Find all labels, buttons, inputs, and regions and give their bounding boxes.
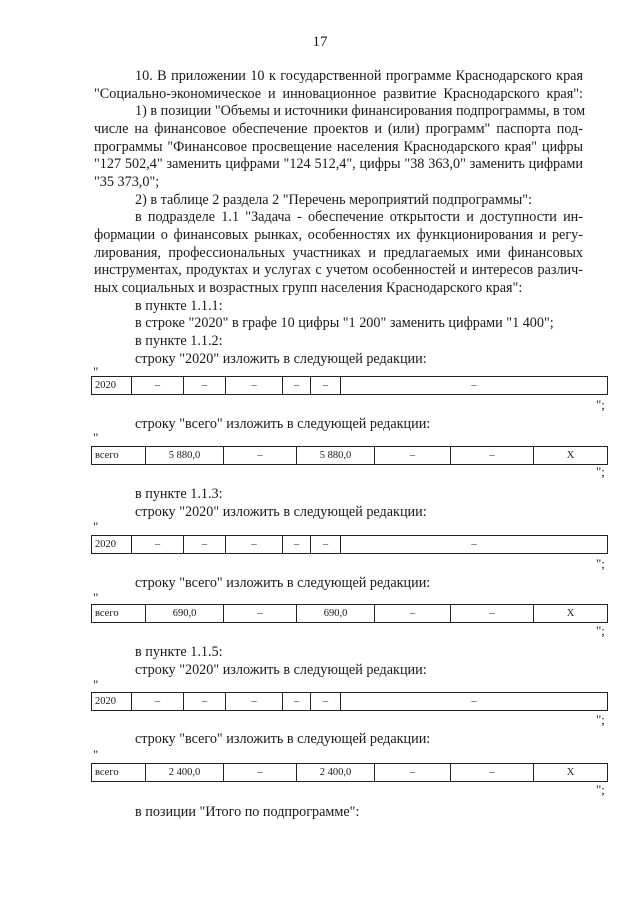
text-line: ных социальных и возрастных групп населения Краснодарского края": — [94, 280, 523, 296]
text-line: строку "всего" изложить в следующей редакции: — [135, 575, 431, 591]
table-row-total — [91, 604, 608, 623]
table-row-total — [91, 446, 608, 465]
close-mark: "; — [596, 623, 605, 638]
table-row — [92, 377, 608, 395]
table-cell: 690,0 — [146, 605, 224, 623]
table-cell: – — [341, 536, 608, 554]
text-line: "127 502,4" заменить цифрами "124 512,4", цифры "38 363,0" заменить цифрами — [94, 156, 583, 172]
table-cell: – — [375, 605, 451, 623]
page-number: 17 — [312, 34, 328, 50]
close-mark: "; — [596, 556, 605, 571]
text-line: строку "всего" изложить в следующей редакции: — [135, 731, 431, 747]
table-cell: X — [534, 605, 608, 623]
table-row — [92, 447, 608, 465]
close-mark: "; — [596, 712, 605, 727]
table-cell: – — [311, 536, 341, 554]
table-cell: X — [534, 764, 608, 782]
table-cell: – — [224, 447, 297, 465]
table-row-2020 — [91, 376, 608, 395]
table-cell: всего — [92, 764, 146, 782]
table-cell: X — [534, 447, 608, 465]
text-line: инструментах, продуктах и услугах с учетом особенностей и интересов различ- — [94, 262, 583, 278]
close-mark: "; — [596, 782, 605, 797]
table-cell: – — [184, 536, 226, 554]
text-line: лирования, профессиональных участниках и предлагаемых ими финансовых — [94, 245, 583, 261]
table-cell: – — [226, 377, 283, 395]
table-row-2020 — [91, 692, 608, 711]
table-cell: – — [283, 693, 311, 711]
table-cell: 2 400,0 — [297, 764, 375, 782]
table-cell: 5 880,0 — [146, 447, 224, 465]
open-quote: " — [93, 364, 99, 379]
text-line: в пункте 1.1.5: — [135, 644, 223, 660]
open-quote: " — [93, 430, 99, 445]
text-line: строку "2020" изложить в следующей редакции: — [135, 504, 427, 520]
table-cell: – — [226, 693, 283, 711]
table-cell: – — [184, 377, 226, 395]
table-row-2020 — [91, 535, 608, 554]
table-cell: – — [224, 605, 297, 623]
table-cell: – — [226, 536, 283, 554]
text-line: 10. В приложении 10 к государственной программе Краснодарского края — [135, 68, 583, 84]
table-cell: – — [451, 447, 534, 465]
table-cell: 5 880,0 — [297, 447, 375, 465]
text-line: в пункте 1.1.3: — [135, 486, 223, 502]
table-cell: 2 400,0 — [146, 764, 224, 782]
table-row — [92, 693, 608, 711]
table-cell: – — [375, 447, 451, 465]
table-cell: – — [341, 693, 608, 711]
table-cell: – — [132, 536, 184, 554]
close-mark: "; — [596, 464, 605, 479]
open-quote: " — [93, 677, 99, 692]
text-line: в позиции "Итого по подпрограмме": — [135, 804, 360, 820]
table-cell: – — [311, 377, 341, 395]
table-cell: – — [283, 377, 311, 395]
text-line: в подразделе 1.1 "Задача - обеспечение открытости и доступности ин- — [135, 209, 583, 225]
open-quote: " — [93, 747, 99, 762]
table-cell: всего — [92, 605, 146, 623]
close-mark: "; — [596, 397, 605, 412]
text-line: в пункте 1.1.1: — [135, 298, 223, 314]
text-line: формации о финансовых рынках, особенностях их функционирования и регу- — [94, 227, 583, 243]
table-cell: – — [132, 693, 184, 711]
open-quote: " — [93, 519, 99, 534]
table-cell: всего — [92, 447, 146, 465]
table-cell: – — [375, 764, 451, 782]
table-cell: – — [341, 377, 608, 395]
open-quote: " — [93, 590, 99, 605]
table-cell: 690,0 — [297, 605, 375, 623]
text-line: "Социально-экономическое и инновационное развитие Краснодарского края": — [94, 86, 583, 102]
table-cell: – — [451, 764, 534, 782]
table-cell: – — [132, 377, 184, 395]
text-line: в строке "2020" в графе 10 цифры "1 200" заменить цифрами "1 400"; — [135, 315, 554, 331]
text-line: 2) в таблице 2 раздела 2 "Перечень мероприятий подпрограммы": — [135, 192, 533, 208]
table-cell: 2020 — [92, 693, 132, 711]
text-line: "35 373,0"; — [94, 174, 160, 190]
table-row — [92, 764, 608, 782]
text-line: программы "Финансовое просвещение населения Краснодарского края" цифры — [94, 139, 583, 155]
table-row — [92, 536, 608, 554]
table-cell: – — [283, 536, 311, 554]
table-cell: 2020 — [92, 377, 132, 395]
text-line: в пункте 1.1.2: — [135, 333, 223, 349]
table-cell: – — [311, 693, 341, 711]
table-cell: – — [184, 693, 226, 711]
table-cell: – — [224, 764, 297, 782]
table-cell: 2020 — [92, 536, 132, 554]
text-line: строку "2020" изложить в следующей редакции: — [135, 662, 427, 678]
text-line: числе на финансовое обеспечение проектов и (или) программ" паспорта под- — [94, 121, 583, 137]
text-line: строку "2020" изложить в следующей редакции: — [135, 351, 427, 367]
text-line: 1) в позиции "Объемы и источники финансирования подпрограммы, в том — [135, 103, 586, 119]
text-line: строку "всего" изложить в следующей редакции: — [135, 416, 431, 432]
table-row-total — [91, 763, 608, 782]
table-row — [92, 605, 608, 623]
table-cell: – — [451, 605, 534, 623]
